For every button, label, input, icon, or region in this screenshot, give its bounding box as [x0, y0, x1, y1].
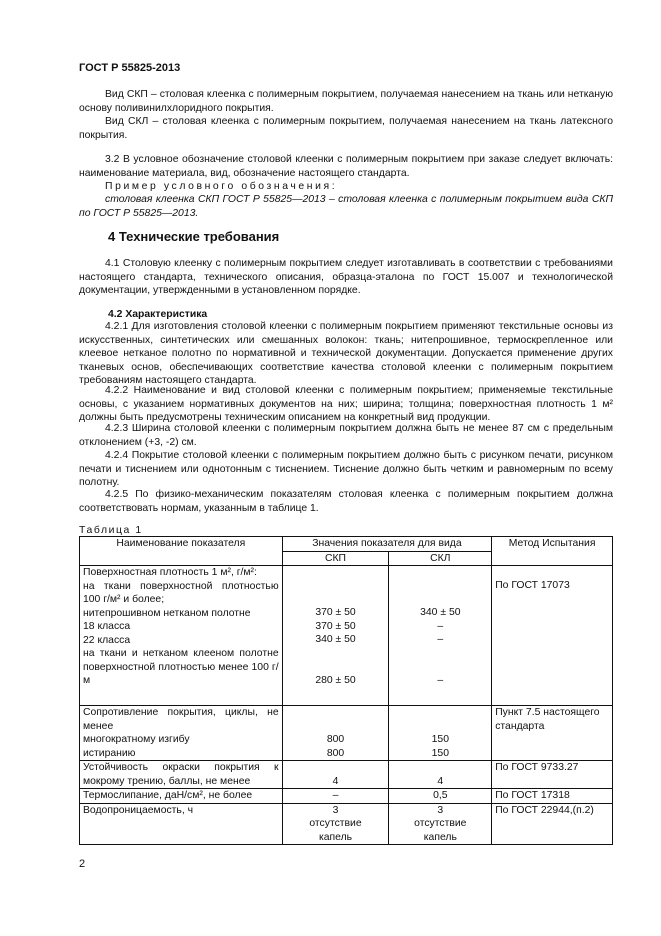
example-label: Пример условного обозначения: [105, 181, 338, 192]
paragraph-4-1: 4.1 Столовую клеенку с полимерным покрытием следует изготавливать в соответствии с требованиями настоящего стандарта, технического описания, образца-эталона по ГОСТ 15.007 и технологической документации, утвержденными в установленном порядке. [79, 258, 613, 296]
row3-method: По ГОСТ 9733.27 [492, 761, 613, 789]
row1-skl: 340 ± 50 – – – [389, 566, 492, 706]
paragraph-skp: Вид СКП – столовая клеенка с полимерным покрытием, получаемая нанесением на ткань или нетканую основу поливинилхлоридного покрытия. [79, 89, 613, 114]
header-indicator: Наименование показателя [80, 537, 283, 566]
row5-skp: 3 отсутствие капель [282, 803, 389, 845]
row1-name: Поверхностная плотность 1 м², г/м²: на ткани поверхностной плотностью 100 г/м² и более; нитепрошивном нетканом полотне 18 класса 22 класса на ткани и нетканом клееном полотне поверхностной плотностью менее 100 г/м [80, 566, 283, 706]
row2-skl: 150 150 [389, 706, 492, 761]
paragraph-skl: Вид СКЛ – столовая клеенка с полимерным покрытием, получаемая нанесением на ткань латексного покрытия. [79, 116, 613, 141]
row4-name: Термослипание, даН/см², не более [80, 789, 283, 804]
table-row [80, 803, 613, 845]
table-row [80, 761, 613, 789]
row4-method: По ГОСТ 17318 [492, 789, 613, 804]
row5-name: Водопроницаемость, ч [80, 803, 283, 845]
document-header: ГОСТ Р 55825-2013 [79, 62, 181, 74]
page-number: 2 [79, 858, 86, 870]
row2-name: Сопротивление покрытия, циклы, не менее многократному изгибу истиранию [80, 706, 283, 761]
paragraph-3-2: 3.2 В условное обозначение столовой клеенки с полимерным покрытием при заказе следует включать: наименование материала, вид, обозначение настоящего стандарта. [79, 154, 613, 179]
table-header-row [80, 537, 613, 552]
header-skp: СКП [282, 551, 389, 566]
table-row [80, 789, 613, 804]
row3-skp: 4 [282, 761, 389, 789]
example-text: столовая клеенка СКП ГОСТ Р 55825—2013 – столовая клеенка с полимерным покрытием вида СКП по ГОСТ Р 55825—2013. [79, 194, 613, 219]
paragraph-4-2-4: 4.2.4 Покрытие столовой клеенки с полимерным покрытием должно быть с рисунком печати, рисунком печати и тиснением или однотонным с тиснением. Тиснение должно быть четким и равномерным по всему полотну. [79, 450, 613, 488]
row5-skl: 3 отсутствие капель [389, 803, 492, 845]
table-row [80, 706, 613, 761]
subsection-4-2-title: 4.2 Характеристика [108, 309, 208, 320]
row2-skp: 800 800 [282, 706, 389, 761]
paragraph-4-2-2: 4.2.2 Наименование и вид столовой клеенки с полимерным покрытием; применяемые текстильные основы, с указанием нормативных документов на них; ширина; толщина; поверхностная плотность 1 м² должны быть предусмотрены техническим описанием на конкретный вид продукции. [79, 385, 613, 423]
row4-skl: 0,5 [389, 789, 492, 804]
table-row [80, 566, 613, 706]
row3-name: Устойчивость окраски покрытия к мокрому трению, баллы, не менее [80, 761, 283, 789]
header-skl: СКЛ [389, 551, 492, 566]
section-4-title: 4 Технические требования [108, 229, 280, 244]
paragraph-4-2-1: 4.2.1 Для изготовления столовой клеенки с полимерным покрытием применяют текстильные основы из искусственных, синтетических или смешанных волокон: ткань; нитепрошивное, термоскрепленное или клеевое нетканое полотно по нормативной и технической документации. Допускается применение других тканевых основ, обеспечивающих соответствие качества столовой клеенки с полимерным покрытием требованиям настоящего стандарта. [79, 321, 613, 386]
table-1 [79, 536, 613, 845]
row2-method: Пункт 7.5 настоящего стандарта [492, 706, 613, 761]
paragraph-4-2-5: 4.2.5 По физико-механическим показателям столовая клеенка с полимерным покрытием должна соответствовать нормам, указанным в таблице 1. [79, 489, 613, 514]
row1-skp: 370 ± 50 370 ± 50 340 ± 50 280 ± 50 [282, 566, 389, 706]
header-values-group: Значения показателя для вида [282, 537, 492, 552]
row4-skp: – [282, 789, 389, 804]
row1-method: По ГОСТ 17073 [492, 566, 613, 706]
row3-skl: 4 [389, 761, 492, 789]
row5-method: По ГОСТ 22944,(п.2) [492, 803, 613, 845]
table-caption: Таблица 1 [79, 525, 143, 536]
paragraph-4-2-3: 4.2.3 Ширина столовой клеенки с полимерным покрытием должна быть не менее 87 см с предельным отклонением (+3, -2) см. [79, 423, 613, 448]
header-method: Метод Испытания [492, 537, 613, 566]
